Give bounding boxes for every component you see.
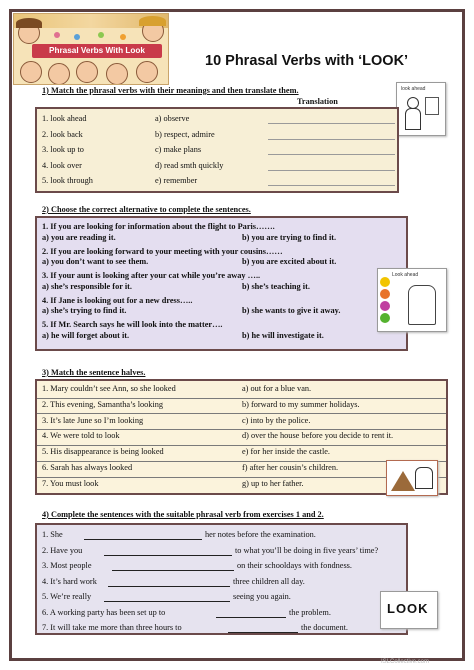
thumbnail-caption: Look ahead bbox=[392, 272, 419, 278]
section1-instruction: 1) Match the phrasal verbs with their meanings and then translate them. bbox=[42, 86, 299, 95]
option-a: a) you don’t want to see them. bbox=[42, 257, 149, 266]
thumbnail-image bbox=[377, 268, 447, 332]
person-body-icon bbox=[405, 108, 421, 130]
sentence-end: g) up to her father. bbox=[242, 478, 304, 488]
sentence-start: 6. A working party has been set up to bbox=[42, 607, 166, 617]
sentence-start: 5. His disappearance is being looked bbox=[42, 447, 164, 457]
pyramid-icon bbox=[391, 471, 415, 491]
meaning: e) remember bbox=[155, 176, 198, 185]
sentence-start: 4. It’s hard work bbox=[42, 576, 97, 586]
option-b: b) you are excited about it. bbox=[242, 257, 337, 266]
thumbnail-image bbox=[380, 591, 438, 629]
option-a: a) she’s responsible for it. bbox=[42, 281, 132, 291]
watermark: ISLCollective.com bbox=[381, 659, 430, 665]
question: 3. If your aunt is looking after your cat while you’re away ….. bbox=[42, 271, 261, 280]
thumbnail-image bbox=[396, 82, 446, 136]
smiley-icon bbox=[380, 289, 390, 299]
sentence-end: c) into by the police. bbox=[242, 415, 311, 425]
person-sketch-icon bbox=[415, 467, 433, 489]
option-b: b) he will investigate it. bbox=[242, 330, 324, 340]
translation-line bbox=[268, 170, 395, 171]
sentence-end: three children all day. bbox=[233, 576, 305, 586]
decoration-dot bbox=[74, 34, 80, 40]
sentence-start: 4. We were told to look bbox=[42, 431, 120, 441]
row-separator bbox=[37, 477, 446, 478]
option-b: b) she’s teaching it. bbox=[242, 281, 310, 291]
answer-blank bbox=[108, 586, 230, 587]
translation-line bbox=[268, 185, 395, 186]
cartoon-face-icon bbox=[76, 61, 98, 83]
sentence-start: 2. Have you bbox=[42, 545, 83, 555]
sentence-start: 5. We’re really bbox=[42, 592, 92, 601]
answer-blank bbox=[216, 617, 286, 618]
banner-image bbox=[13, 13, 169, 85]
meaning: c) make plans bbox=[155, 145, 202, 154]
row-separator bbox=[37, 413, 446, 414]
sentence-end: to what you’ll be doing in five years’ time? bbox=[235, 545, 379, 555]
answer-blank bbox=[112, 570, 234, 571]
phrasal-verb: 2. look back bbox=[42, 129, 83, 139]
decoration-dot bbox=[120, 34, 126, 40]
translation-line bbox=[268, 154, 395, 155]
phrasal-verb: 3. look up to bbox=[42, 145, 84, 154]
cartoon-face-icon bbox=[48, 63, 70, 85]
answer-blank bbox=[228, 632, 298, 633]
cartoon-face-icon bbox=[20, 61, 42, 83]
row-separator bbox=[37, 461, 446, 462]
sentence-end: seeing you again. bbox=[233, 592, 291, 601]
sentence-end: b) forward to my summer holidays. bbox=[242, 399, 360, 409]
translation-line bbox=[268, 139, 395, 140]
meaning: d) read smth quickly bbox=[155, 160, 224, 170]
window-icon bbox=[425, 97, 439, 115]
sentence-start: 3. It’s late June so I’m looking bbox=[42, 415, 144, 425]
thumbnail-image bbox=[386, 460, 438, 496]
row-separator bbox=[37, 429, 446, 430]
sentence-end: the document. bbox=[301, 623, 349, 632]
option-a: a) you are reading it. bbox=[42, 232, 116, 242]
row-separator bbox=[37, 445, 446, 446]
row-separator bbox=[37, 398, 446, 399]
option-a: a) he will forget about it. bbox=[42, 330, 130, 340]
translation-label: Translation bbox=[297, 97, 338, 106]
sentence-end: the problem. bbox=[289, 607, 331, 617]
thumbnail-caption: look ahead bbox=[401, 86, 426, 92]
sentence-end: her notes before the examination. bbox=[205, 530, 316, 539]
question: 5. If Mr. Search says he will look into the matter…. bbox=[42, 320, 223, 329]
smiley-icon bbox=[380, 301, 390, 311]
sentence-start: 7. You must look bbox=[42, 478, 99, 488]
sentence-end: d) over the house before you decide to rent it. bbox=[242, 431, 394, 441]
meaning: a) observe bbox=[155, 114, 190, 123]
option-a: a) she’s trying to find it. bbox=[42, 306, 127, 315]
section3-instruction: 3) Match the sentence halves. bbox=[42, 368, 146, 377]
question: 1. If you are looking for information about the flight to Paris……. bbox=[42, 222, 275, 231]
sentence-start: 3. Most people bbox=[42, 561, 92, 570]
question: 4. If Jane is looking out for a new dress….. bbox=[42, 295, 193, 305]
phrasal-verb: 5. look through bbox=[42, 176, 93, 185]
banner-title: Phrasal Verbs With Look bbox=[32, 44, 162, 58]
smiley-icon bbox=[380, 277, 390, 287]
page-title: 10 Phrasal Verbs with ‘LOOK’ bbox=[205, 53, 409, 69]
translation-line bbox=[268, 123, 395, 124]
decoration-dot bbox=[54, 32, 60, 38]
section4-instruction: 4) Complete the sentences with the suitable phrasal verb from exercises 1 and 2. bbox=[42, 510, 324, 519]
phrasal-verb: 1. look ahead bbox=[42, 114, 87, 123]
cartoon-hair-icon bbox=[139, 16, 166, 26]
meaning: b) respect, admire bbox=[155, 129, 215, 139]
sentence-start: 7. It will take me more than three hours to bbox=[42, 623, 182, 632]
sentence-start: 6. Sarah has always looked bbox=[42, 463, 133, 472]
sentence-start: 2. This evening, Samantha’s looking bbox=[42, 399, 164, 409]
sentence-start: 1. She bbox=[42, 530, 63, 539]
cartoon-hair-icon bbox=[16, 18, 42, 28]
answer-blank bbox=[104, 555, 232, 556]
sentence-end: on their schooldays with fondness. bbox=[237, 561, 352, 570]
option-b: b) she wants to give it away. bbox=[242, 306, 341, 315]
sentence-end: a) out for a blue van. bbox=[242, 384, 312, 393]
decoration-dot bbox=[98, 32, 104, 38]
look-logo: LOOK bbox=[387, 601, 429, 616]
option-b: b) you are trying to find it. bbox=[242, 232, 337, 242]
sentence-end: f) after her cousin’s children. bbox=[242, 463, 339, 472]
phrasal-verb: 4. look over bbox=[42, 160, 82, 170]
question: 2. If you are looking forward to your meeting with your cousins…… bbox=[42, 246, 283, 256]
sentence-end: e) for her inside the castle. bbox=[242, 447, 331, 457]
person-sketch-icon bbox=[408, 285, 436, 325]
answer-blank bbox=[84, 539, 202, 540]
cartoon-face-icon bbox=[136, 61, 158, 83]
smiley-icon bbox=[380, 313, 390, 323]
sentence-start: 1. Mary couldn’t see Ann, so she looked bbox=[42, 384, 176, 393]
section2-instruction: 2) Choose the correct alternative to complete the sentences. bbox=[42, 205, 251, 214]
answer-blank bbox=[104, 601, 230, 602]
cartoon-face-icon bbox=[106, 63, 128, 85]
